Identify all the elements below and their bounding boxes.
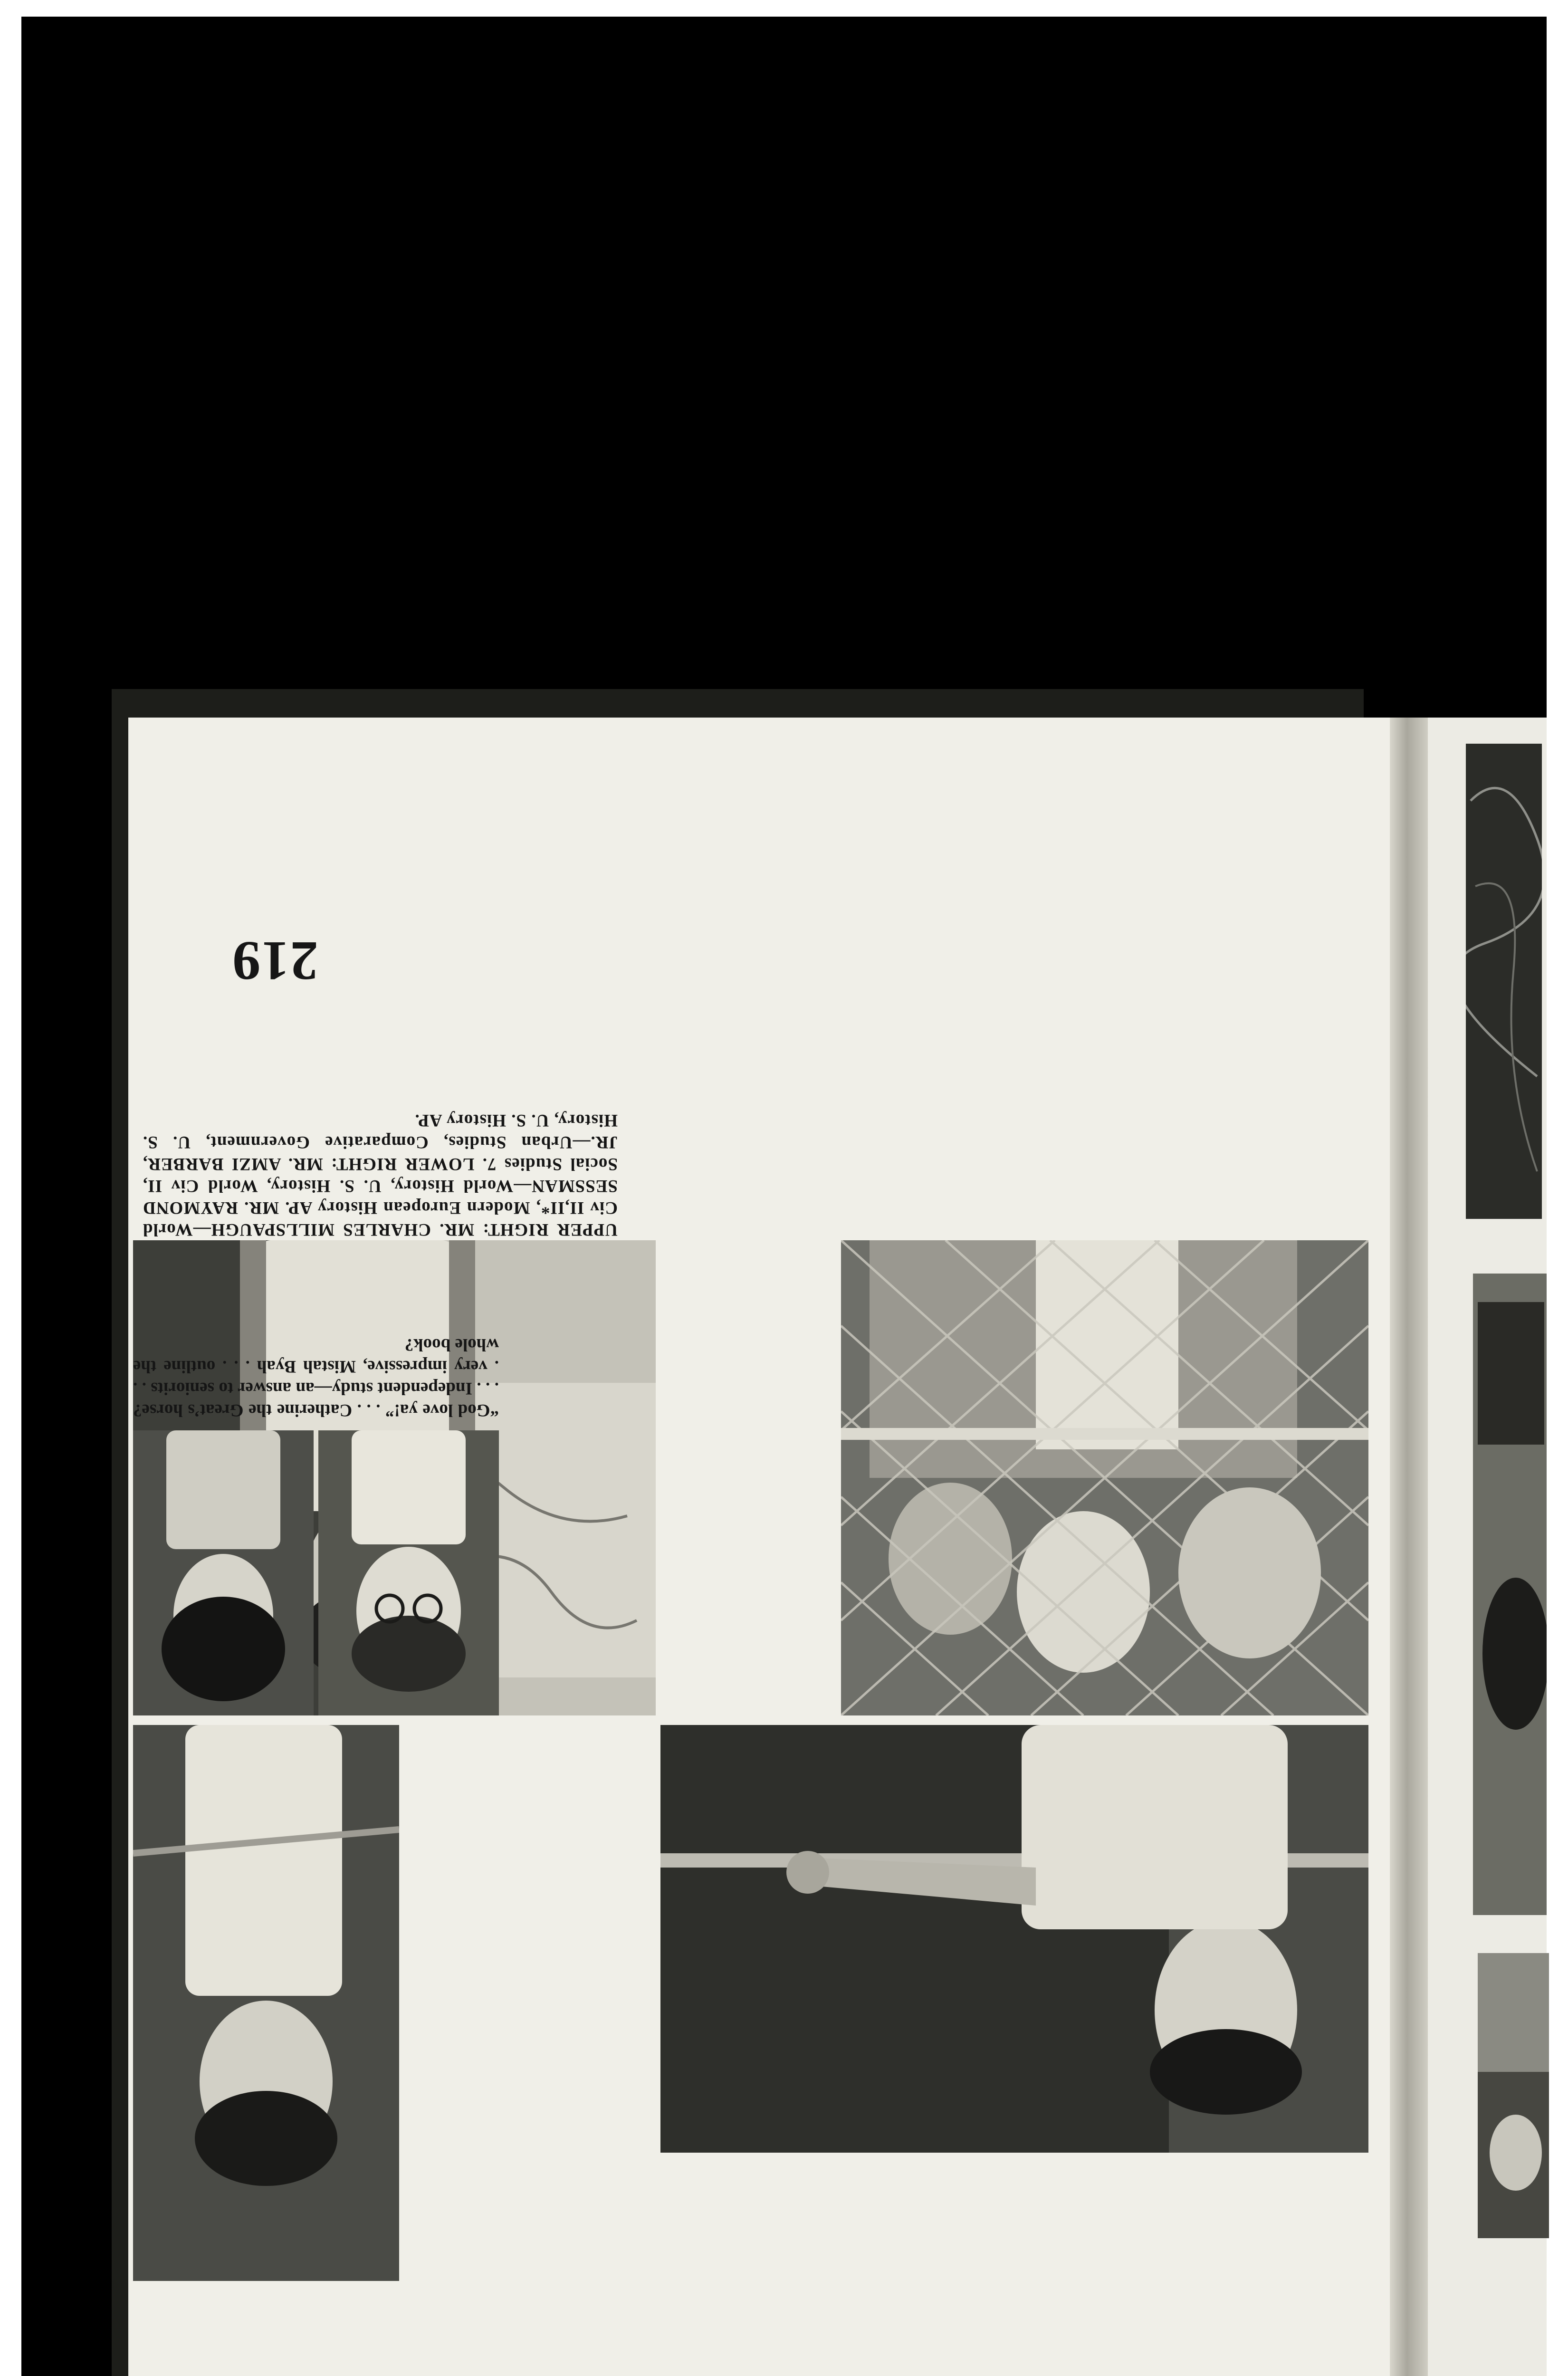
photo-teacher-chalkboard-graphic <box>660 1725 1368 2153</box>
rotated-page-content <box>128 718 1397 2376</box>
facing-photo-2-graphic <box>1473 1274 1547 1915</box>
faculty-caption: UPPER RIGHT: MR. CHARLES MILLSPAUGH—World Civ II,II*, Modern European History AP. MR. RAYMOND SESSMAN—World History, U. S. History, World Civ II, Social Studies 7. LOWER RIGHT: MR. AMZI BARBER, JR.—Urban Studies, Comparative Government, U. S. History, U. S. History AP. <box>143 1111 618 1239</box>
photo-students-fence-graphic <box>841 1240 1368 1715</box>
facing-page-photo <box>1466 744 1542 1219</box>
photo-portrait-1 <box>133 1430 314 1715</box>
facing-photo-1-graphic <box>1466 744 1542 1219</box>
photo-portrait-2-graphic <box>318 1430 499 1715</box>
facing-page-photo <box>1473 1274 1547 1915</box>
photo-teacher-class-graphic <box>133 1725 399 2281</box>
quote-caption: “God love ya!” . . . Catherine the Great’s horse? . . . Independent study—an answer to seniorits . . . very impressive, Mistah Byah . . . outline the whole book? <box>133 1335 499 1420</box>
facing-page-photo <box>1478 1953 1549 2238</box>
photo-portrait-1-graphic <box>133 1430 314 1715</box>
photo-students-fence <box>841 1240 1368 1715</box>
page-number: 219 <box>231 930 318 992</box>
facing-page-edge <box>1428 718 1547 2376</box>
photo-portrait-2 <box>318 1430 499 1715</box>
photo-teacher-chalkboard <box>660 1725 1368 2153</box>
facing-photo-3-graphic <box>1478 1953 1549 2238</box>
photo-teacher-class <box>133 1725 399 2281</box>
